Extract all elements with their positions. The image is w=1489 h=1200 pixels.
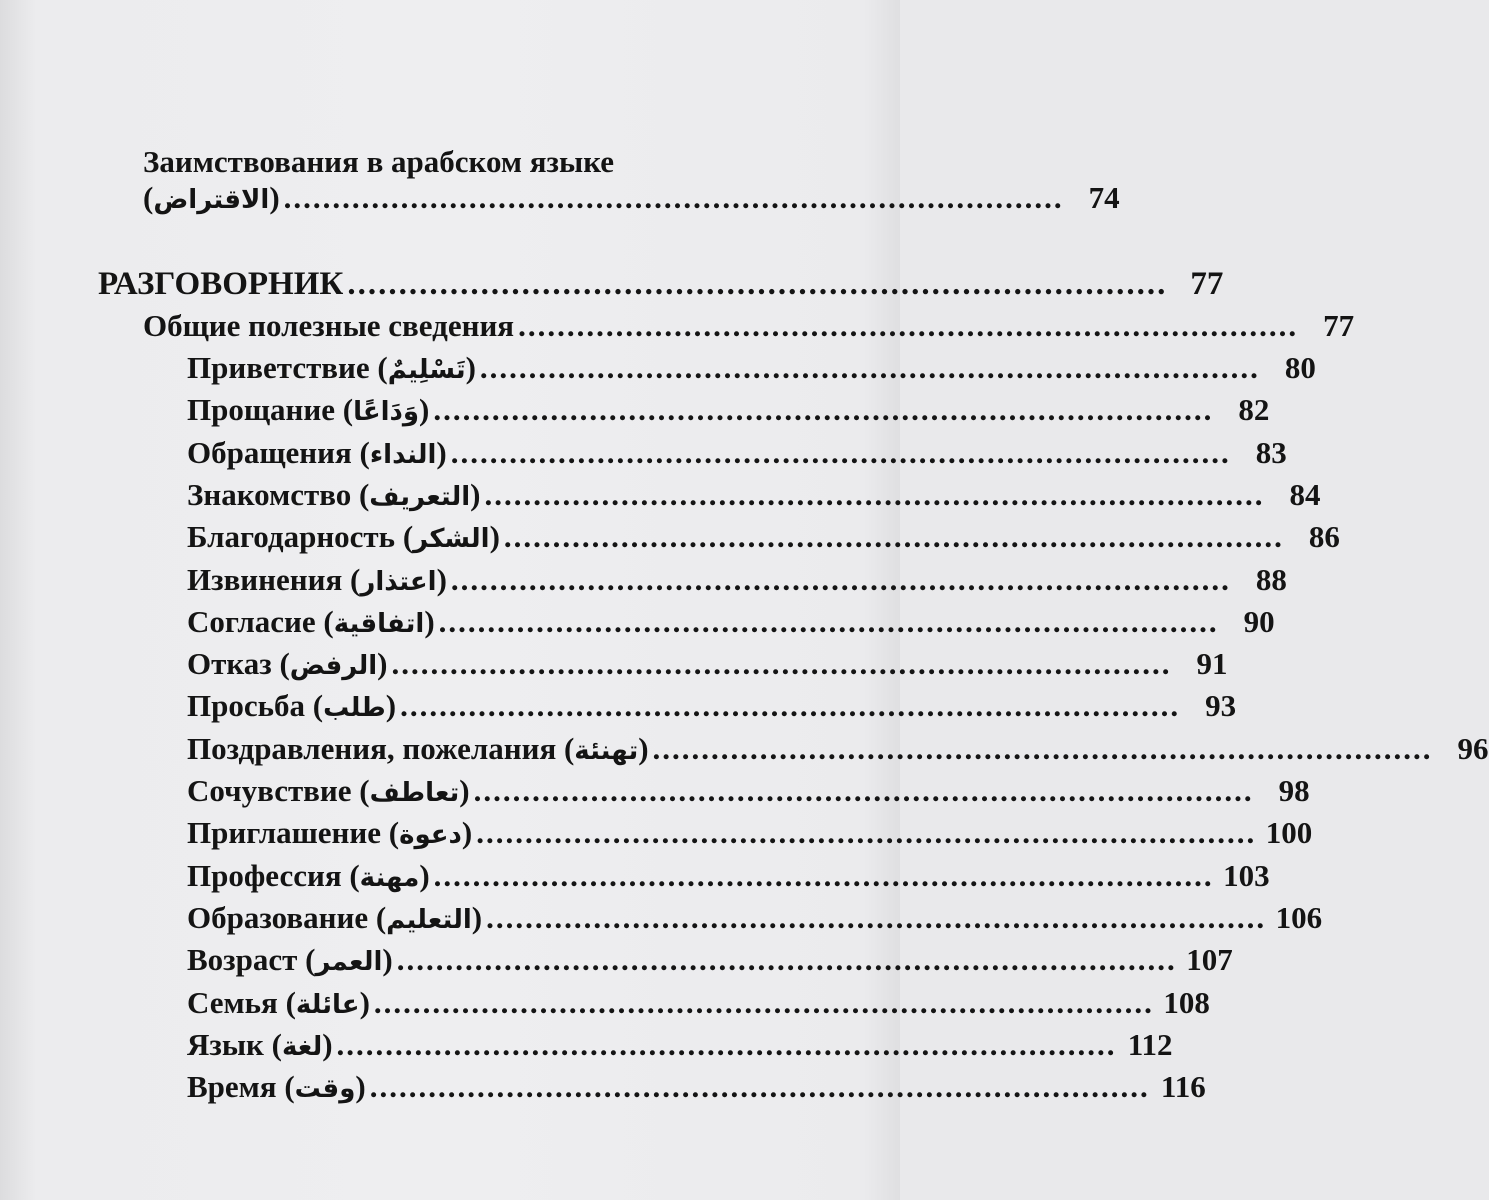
page-number: 77 — [1190, 266, 1224, 302]
dot-leader: ................................................................................ — [486, 899, 1267, 935]
dot-leader: ................................................................................ — [373, 984, 1154, 1020]
entry-title: Язык — [187, 1026, 264, 1062]
entry-title: Приветствие — [187, 350, 370, 385]
toc-entry[interactable]: Образование ( التعليم ) ................................................................................ 106 — [187, 896, 808, 940]
toc-entry[interactable]: Просьба ( طلب ) ................................................................................ 93 — [187, 684, 808, 728]
entry-title: Образование — [187, 899, 369, 935]
entry-title: Отказ — [187, 646, 272, 682]
toc-entry-general[interactable] — [143, 304, 1355, 348]
toc-entry[interactable]: Согласие ( اتفاقية ) ................................................................................ 90 — [187, 600, 808, 644]
toc-entry[interactable]: Профессия ( مهنة ) ................................................................................ 103 — [187, 854, 808, 898]
arabic-term: لغة — [282, 1031, 323, 1062]
dot-leader: ................................................................................ — [652, 730, 1433, 766]
toc-entry[interactable]: Благодарность ( الشكر ) ................................................................................ 86 — [187, 515, 808, 559]
page-number: 82 — [1238, 392, 1270, 428]
dot-leader: ................................................................................ — [473, 773, 1254, 808]
entry-title: Семья — [187, 984, 278, 1020]
entry-title: Просьба — [187, 688, 306, 724]
dot-leader: ................................................................................ — [283, 180, 1064, 215]
entry-title: Обращения — [187, 434, 352, 470]
page-number: 93 — [1205, 688, 1237, 724]
entry-title: Благодарность — [187, 519, 396, 555]
page-number: 86 — [1308, 519, 1340, 555]
dot-leader: ................................................................................ — [433, 392, 1214, 428]
arabic-term: الرفض — [289, 651, 378, 682]
page-number: 98 — [1278, 773, 1310, 808]
page-number: 96 — [1457, 730, 1489, 766]
arabic-term: الاقتراض — [153, 185, 270, 215]
dot-leader: ................................................................................ — [518, 308, 1299, 343]
dot-leader: ................................................................................ — [391, 646, 1172, 682]
arabic-term: تعاطف — [369, 778, 460, 808]
entry-title: Знакомство — [187, 476, 352, 512]
page-number: 103 — [1223, 857, 1270, 893]
dot-leader: ................................................................................ — [369, 1069, 1150, 1105]
page-number: 106 — [1275, 899, 1323, 935]
page-number: 116 — [1160, 1069, 1206, 1105]
page-number: 91 — [1196, 646, 1228, 682]
dot-leader: ................................................................................ — [433, 857, 1214, 893]
arabic-term: وقت — [294, 1074, 356, 1105]
dot-leader: ................................................................................ — [336, 1026, 1117, 1062]
entry-title: Профессия — [187, 857, 342, 893]
page-number: 84 — [1289, 476, 1321, 512]
entry-title: Общие полезные сведения — [143, 308, 515, 343]
page-number: 83 — [1255, 434, 1287, 470]
page-number: 107 — [1186, 942, 1233, 978]
arabic-term: الشكر — [413, 524, 490, 555]
entry-title: Приглашение — [187, 815, 382, 851]
dot-leader: ................................................................................ — [438, 603, 1219, 639]
arabic-term: تهنئة — [574, 735, 639, 766]
page-number: 88 — [1255, 561, 1287, 597]
page-number: 112 — [1127, 1026, 1173, 1062]
section-title: РАЗГОВОРНИК — [98, 266, 344, 302]
entry-title: Извинения — [187, 561, 343, 597]
dot-leader: ................................................................................ — [503, 519, 1284, 555]
page-number: 90 — [1243, 603, 1275, 639]
arabic-term: دعوة — [399, 820, 462, 851]
toc-entry[interactable]: Семья ( عائلة ) ................................................................................ 108 — [187, 981, 808, 1025]
arabic-term: العمر — [315, 947, 383, 978]
dot-leader: ................................................................................ — [476, 815, 1257, 851]
toc-entry[interactable]: Прощание ( وَدَاعًا ) ................................................................................ 82 — [187, 388, 808, 432]
entry-title: Время — [187, 1069, 277, 1105]
arabic-term: التعليم — [386, 904, 472, 935]
entry-title: Сочувствие — [187, 773, 352, 808]
toc-entry[interactable]: Отказ ( الرفض ) ................................................................................ 91 — [187, 642, 808, 686]
toc-entry[interactable]: Знакомство ( التعريف ) ................................................................................ 84 — [187, 473, 808, 517]
toc-entry-borrowings[interactable]: ( الاقتراض ) ................................................................................ 74 — [143, 176, 808, 220]
toc-entry[interactable]: Приглашение ( دعوة ) ................................................................................ 100 — [187, 811, 808, 855]
dot-leader: ................................................................................ — [396, 942, 1177, 978]
arabic-term: اتفاقية — [333, 608, 425, 639]
toc-entry[interactable]: Сочувствие ( تعاطف ) ................................................................................ 98 — [187, 769, 808, 813]
arabic-term: طلب — [323, 693, 386, 724]
toc-entry[interactable]: Извинения ( اعتذار ) ................................................................................ 88 — [187, 558, 808, 602]
toc-entry[interactable]: Приветствие ( تَسْلِيمٌ ) ................................................................................ 80 — [187, 346, 808, 390]
toc-heading-phrasebook[interactable] — [98, 262, 1224, 306]
toc-entry[interactable]: Обращения ( النداء ) ................................................................................ 83 — [187, 431, 808, 475]
arabic-term: التعريف — [369, 481, 471, 512]
arabic-term: تَسْلِيمٌ — [387, 355, 466, 385]
page-number: 74 — [1088, 180, 1120, 215]
toc-entry[interactable]: Возраст ( العمر ) ................................................................................ 107 — [187, 938, 808, 982]
page-number: 77 — [1323, 308, 1355, 343]
dot-leader: ................................................................................ — [484, 476, 1265, 512]
dot-leader: ................................................................................ — [479, 350, 1260, 385]
toc-entry[interactable]: Язык ( لغة ) ................................................................................ 112 — [187, 1023, 808, 1067]
toc-entry[interactable]: Поздравления, пожелания ( تهنئة ) ................................................................................ 96 — [187, 727, 808, 771]
toc-entry-borrowings-title: Заимствования в арабском языке — [143, 144, 615, 179]
page-number: 100 — [1265, 815, 1313, 851]
arabic-term: مهنة — [359, 862, 420, 893]
entry-title: Поздравления, пожелания — [187, 730, 557, 766]
arabic-term: اعتذار — [360, 566, 437, 597]
entry-title: Согласие — [187, 603, 316, 639]
page-number: 108 — [1163, 984, 1210, 1020]
dot-leader: ................................................................................ — [450, 434, 1231, 470]
toc-entry[interactable]: Время ( وقت ) ................................................................................ 116 — [187, 1065, 808, 1109]
entry-title: Прощание — [187, 392, 336, 428]
dot-leader: ................................................................................ — [347, 266, 1168, 302]
arabic-term: وَدَاعًا — [353, 397, 420, 428]
dot-leader: ................................................................................ — [450, 561, 1231, 597]
entry-title: Возраст — [187, 942, 298, 978]
arabic-term: عائلة — [295, 989, 360, 1020]
page-number: 80 — [1284, 350, 1316, 385]
arabic-term: النداء — [369, 439, 437, 470]
dot-leader: ................................................................................ — [400, 688, 1181, 724]
